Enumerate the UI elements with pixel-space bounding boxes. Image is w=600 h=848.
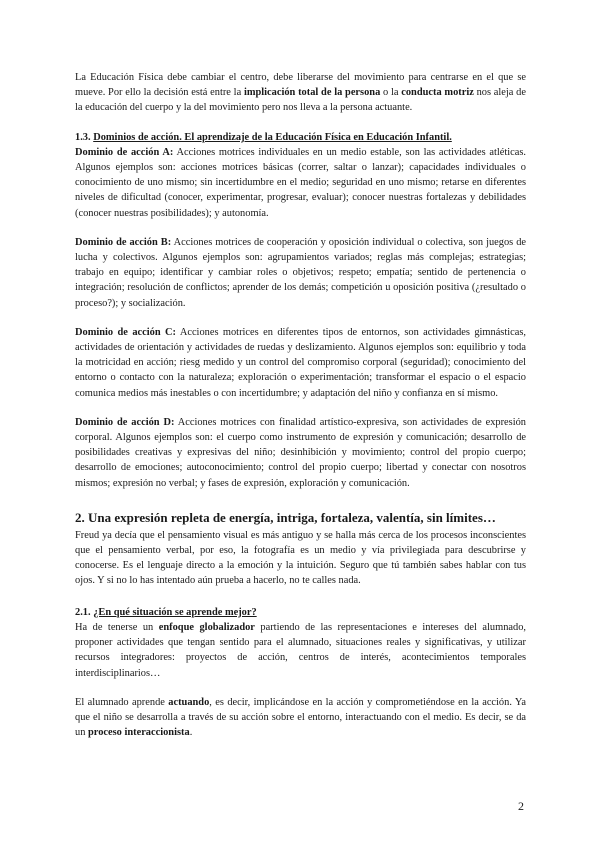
subsection-number: 2.1. bbox=[75, 606, 91, 618]
domain-c-label: Dominio de acción C: bbox=[75, 326, 176, 338]
subsection-title: ¿En qué situación se aprende mejor? bbox=[93, 606, 257, 618]
domain-b-text: Acciones motrices de cooperación y oposición individual o colectiva, son juegos de lucha y colectivos. Algunos ejemplos son: agrupamientos variados; reglas más complejas; estrategias; trabajo en equipo; identificar y cambiar roles o objetivos; respeto; empatía; sentido de pertenencia o integración; resolución de conflictos; aprender de los demás; competición u oposición positiva (¿resultado o proceso?); y socialización. bbox=[75, 236, 526, 309]
p2-bold-2: proceso interaccionista bbox=[88, 727, 190, 739]
intro-text-1: La Educación Física debe cambiar el centro, debe liberarse del movimiento para centrarse en el que se mueve. Por ello la decisión está entre la bbox=[75, 72, 526, 99]
p2-bold-1: actuando bbox=[168, 696, 210, 708]
p1-text-1: Ha de tenerse un bbox=[75, 621, 159, 633]
p2-text-2: , es decir, implicándose en la acción y comprometiéndose en la acción. Ya que el niño se desarrolla a través de su acción sobre el entorno, interactuando con el medio. Es decir, se da un bbox=[75, 696, 526, 739]
domain-d-text: Acciones motrices con finalidad artístico-expresiva, son actividades de expresión corporal. Algunos ejemplos son: el cuerpo como instrumento de expresión y comunicación; desarrollo de posibilidades creativas y expresivas del niño; desinhibición y movimiento; control del propio cuerpo; desarrollo de emociones; autoconocimiento; control del propio cuerpo; libertad y conectar con nosotros mismos; expresión no verbal; y fases de expresión, exploración y comunicación. bbox=[75, 416, 526, 489]
section-2-1-heading bbox=[75, 605, 526, 620]
section-2-heading: 2. Una expresión repleta de energía, intriga, fortaleza, valentía, sin límites… bbox=[75, 509, 496, 525]
section-title: Dominios de acción. El aprendizaje de la Educación Física en Educación Infantil. bbox=[93, 131, 452, 143]
section-number: 1.3. bbox=[75, 131, 91, 143]
intro-paragraph bbox=[75, 70, 526, 116]
domain-b-paragraph bbox=[75, 235, 526, 311]
domain-d-label: Dominio de acción D: bbox=[75, 416, 175, 428]
page-content bbox=[75, 70, 526, 740]
page-number: 2 bbox=[518, 799, 524, 813]
domain-b-label: Dominio de acción B: bbox=[75, 236, 172, 248]
domain-d-paragraph bbox=[75, 415, 526, 491]
p1-text-2: partiendo de las representaciones e intereses del alumnado, proponer actividades que tengan sentido para el alumnado, situaciones reales y significativas, y utilizar recursos integradores: proyectos de acción, centros de interés, acontecimientos temporales interdisciplinarios… bbox=[75, 621, 526, 679]
domain-c-text: Acciones motrices en diferentes tipos de entornos, son actividades gimnásticas, actividades de orientación y actividades de ruedas y deslizamiento. Algunos ejemplos son: equilibrio y toda la motricidad en acción; riesg medido y un control del compromiso corporal (seguridad); conocimiento del entorno o contacto con la naturaleza; exploración o experimentación; transformar el espacio o el espacio comunica medios más inestables o con incertidumbre; y adaptación del niño y confianza en sí mismo. bbox=[75, 326, 526, 399]
section-2-body: Freud ya decía que el pensamiento visual es más antiguo y se halla más cerca de los procesos inconscientes que el pensamiento verbal, por eso, la fotografía es un medio y vía privilegiada para descubrirse y conocerse. Es el lenguaje directo a la emoción y la intuición. Seguro que tú también sabes hablar con tus ojos. Y si no lo has intentado aún prueba a hacerlo, no te calles nada. bbox=[75, 529, 526, 587]
section-1-3-heading bbox=[75, 130, 526, 145]
section-2-1-paragraph-2 bbox=[75, 695, 526, 741]
domain-a-paragraph bbox=[75, 145, 526, 221]
p2-text-3: . bbox=[189, 727, 193, 739]
intro-text-2: o la bbox=[380, 87, 402, 99]
domain-a-text: Acciones motrices individuales en un medio estable, son las actividades atléticas. Algunos ejemplos son: acciones motrices básicas (correr, saltar o lanzar); capacidades individuales o conocimiento de uno mismo; sin incertidumbre en el medio; seguridad en uno mismo; retarse en diferentes niveles de dificultad (conocer, experimentar, progresar, evaluar); conocer nuestras fortalezas y debilidades (conocer nuestras posibilidades); y autonomía. bbox=[75, 146, 526, 219]
intro-bold-2: conducta motriz bbox=[401, 87, 474, 99]
section-2-1-paragraph-1 bbox=[75, 620, 526, 681]
domain-a-label: Dominio de acción A: bbox=[75, 146, 174, 158]
p1-bold-1: enfoque globalizador bbox=[158, 621, 255, 633]
intro-bold-1: implicación total de la persona bbox=[243, 87, 381, 99]
domain-c-paragraph bbox=[75, 325, 526, 401]
p2-text-1: El alumnado aprende bbox=[75, 696, 169, 708]
intro-text-3: nos aleja de la educación del cuerpo y la del movimiento pero nos lleva a la persona actuante. bbox=[75, 87, 526, 114]
